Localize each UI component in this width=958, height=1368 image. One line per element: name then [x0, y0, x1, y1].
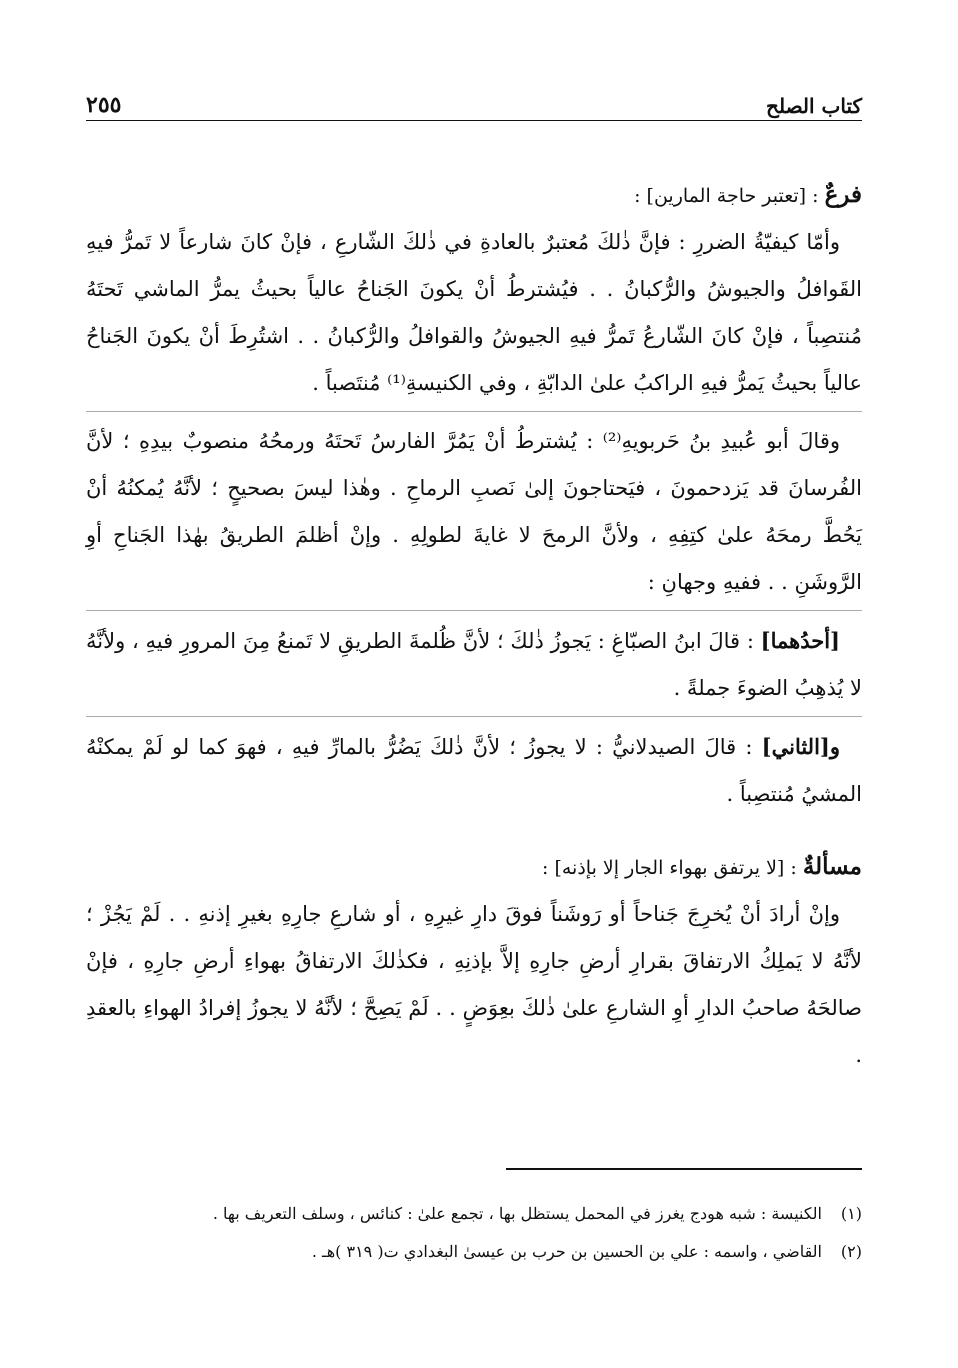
opinion-tag: و[الثاني]: [761, 734, 840, 759]
section-heading-masala: [86, 852, 862, 883]
opinion-text: : قالَ ابنُ الصبّاغِ : يَجوزُ ذٰلكَ ؛ لأنَّ ظُلمةَ الطريقِ لا تَمنعُ مِنَ المرورِ فيهِ ، ولأنَّهُ لا يُذهِبُ الضوءَ جملةً .: [86, 629, 862, 700]
section-keyword: فرعٌ: [824, 181, 862, 208]
header-rule: [86, 120, 862, 121]
opinion-second: [86, 723, 862, 818]
footnote-text: القاضي ، واسمه : علي بن الحسين بن حرب بن عيسىٰ البغدادي ت( ٣١٩ )هـ .: [311, 1242, 822, 1261]
section-title: : [لا يرتفق بهواء الجار إلا بإذنه] :: [542, 857, 803, 879]
section-heading-far: [86, 180, 862, 211]
opinion-text: : قالَ الصيدلانيُّ : لا يجوزُ ؛ لأنَّ ذٰلكَ يَضُرُّ بالمارِّ فيهِ ، فهوَ كما لو لَمْ يمكنْهُ المشيُ مُنتصِباً .: [86, 735, 862, 806]
footnotes: [86, 1200, 862, 1276]
footnote-number: (٢): [840, 1242, 862, 1261]
footnote-rule: [506, 1168, 862, 1170]
opinion-tag: [أحدُهما]: [760, 628, 840, 653]
page-number: ٢٥٥: [86, 92, 122, 118]
paragraph: وأمّا كيفيّةُ الضررِ : فإنَّ ذٰلكَ مُعتبرٌ بالعادةِ في ذٰلكَ الشّارعِ ، فإنْ كانَ شارعاً لا تَمرُّ فيهِ القَوافلُ والجيوشُ والرُّكبانُ . . فيُشترطُ أنْ يكونَ الجَناحُ عالياً بحيثُ يمرُّ الماشي تَحتَهُ مُنتصِباً ، فإنْ كانَ الشّارعُ تَمرُّ فيهِ الجيوشُ والقوافلُ والرُّكبانُ . . اشتُرِطَ أنْ يكونَ الجَناحُ عالياً بحيثُ يَمرُّ فيهِ الراكبُ علىٰ الدابّةِ ، وفي الكنيسةِ⁽¹⁾ مُنتَصباً .: [86, 230, 862, 395]
footnote: [86, 1200, 862, 1228]
opinion-first: [86, 617, 862, 712]
footnote: [86, 1238, 862, 1266]
footnote-number: (١): [840, 1204, 862, 1223]
paragraph: وإنْ أرادَ أنْ يُخرِجَ جَناحاً أو رَوشَناً فوقَ دارِ غيرِهِ ، أو شارعِ جارِهِ بغيرِ إذنهِ . . لَمْ يَجُزْ ؛ لأنَّهُ لا يَملِكُ الارتفاقَ بقرارِ أرضِ جارِهِ إلاَّ بإذنِهِ ، فكذٰلكَ الارتفاقُ بهواءِ أرضِ جارِهِ ، فإنْ صالحَهُ صاحبُ الدارِ أوِ الشارعِ علىٰ ذٰلكَ بعِوَضٍ . . لَمْ يَصِحَّ ؛ لأنَّهُ لا يجوزُ إفرادُ الهواءِ بالعقدِ .: [86, 902, 862, 1067]
paragraph: وقالَ أبو عُبيدِ بنُ حَربويهِ⁽²⁾ : يُشترطُ أنْ يَمُرَّ الفارسُ تَحتَهُ ورمحُهُ منصوبٌ بيدِهِ ؛ لأنَّ الفُرسانَ قد يَزدحمونَ ، فيَحتاجونَ إلىٰ نَصبِ الرماحِ . وهٰذا ليسَ بصحيحٍ ؛ لأنَّهُ يُمكنُهُ أنْ يَحُطَّ رمحَهُ علىٰ كتِفِهِ ، ولأنَّ الرمحَ لا غايةَ لطولِهِ . وإنْ أظلمَ الطريقُ بهٰذا الجَناحِ أوِ الرَّوشَنِ . . ففيهِ وجهانِ :: [86, 429, 862, 594]
paragraph-divider: [86, 411, 862, 412]
running-header: [86, 84, 862, 118]
section-title: : [تعتبر حاجة المارين] :: [634, 185, 825, 207]
running-title: كتاب الصلح: [766, 94, 862, 118]
paragraph-divider: [86, 610, 862, 611]
page-body: [86, 180, 862, 1079]
paragraph-divider: [86, 716, 862, 717]
footnote-text: الكنيسة : شبه هودج يغرز في المحمل يستظل بها ، تجمع علىٰ : كنائس ، وسلف التعريف بها .: [212, 1204, 822, 1223]
section-keyword: مسألةٌ: [802, 853, 862, 880]
